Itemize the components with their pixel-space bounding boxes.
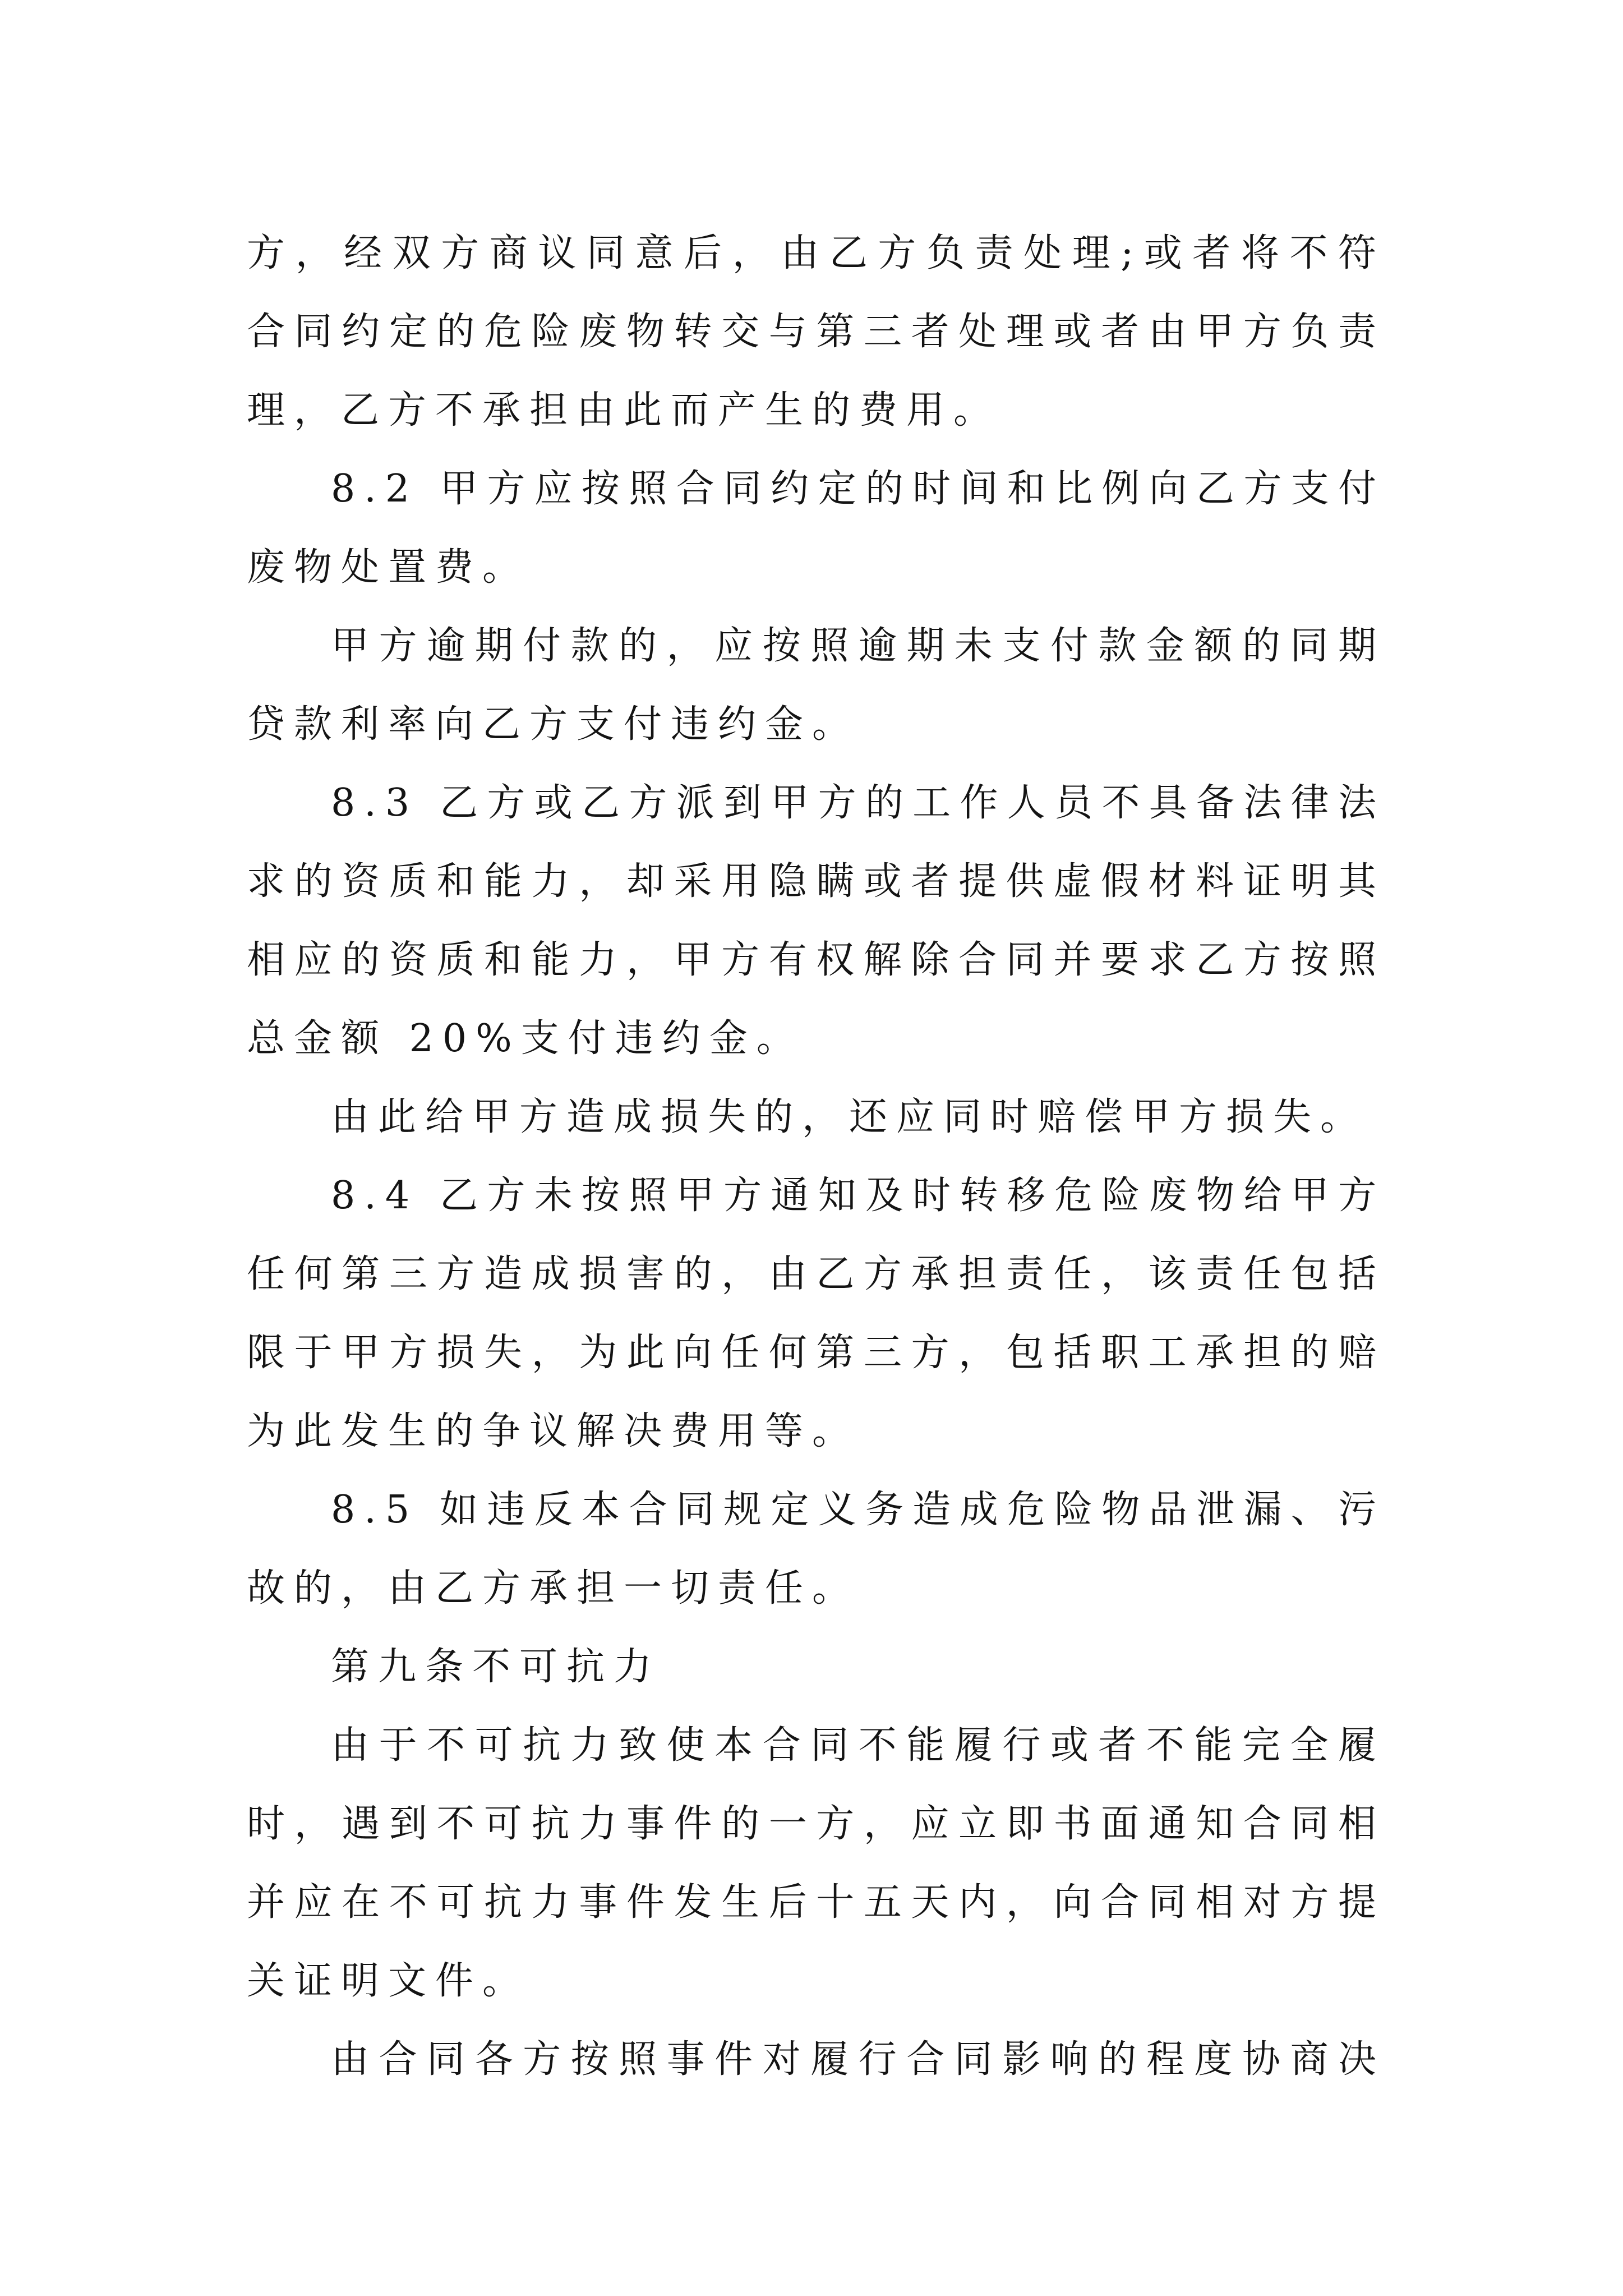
text-line: 求的资质和能力，却采用隐瞒或者提供虚假材料证明其 — [247, 859, 1385, 904]
text-line: 废物处置费。 — [247, 545, 530, 590]
text-line: 相应的资质和能力，甲方有权解除合同并要求乙方按照 — [247, 938, 1385, 982]
text-line: 限于甲方损失，为此向任何第三方，包括职工承担的赔 — [247, 1331, 1385, 1375]
text-line: 合同约定的危险废物转交与第三者处理或者由甲方负责 — [247, 310, 1385, 354]
text-line: 为此发生的争议解决费用等。 — [247, 1409, 860, 1453]
clause-8-5-line: 8.5 如违反本合同规定义务造成危险物品泄漏、污 — [331, 1488, 1385, 1532]
clause-8-2-line: 8.2 甲方应按照合同约定的时间和比例向乙方支付 — [331, 467, 1385, 511]
text-line: 并应在不可抗力事件发生后十五天内，向合同相对方提 — [247, 1880, 1385, 1925]
text-line: 总金额 20%支付违约金。 — [247, 1016, 804, 1061]
text-line: 任何第三方造成损害的，由乙方承担责任，该责任包括 — [247, 1252, 1385, 1296]
text-line: 甲方逾期付款的，应按照逾期未支付款金额的同期 — [331, 624, 1385, 668]
text-line: 由此给甲方造成损失的，还应同时赔偿甲方损失。 — [331, 1095, 1368, 1139]
clause-8-4-line: 8.4 乙方未按照甲方通知及时转移危险废物给甲方 — [331, 1174, 1385, 1218]
clause-8-3-line: 8.3 乙方或乙方派到甲方的工作人员不具备法律法 — [331, 781, 1385, 825]
article-9-heading: 第九条不可抗力 — [331, 1645, 661, 1689]
contract-text-body — [247, 214, 1385, 2099]
text-line: 方，经双方商议同意后，由乙方负责处理;或者将不符 — [247, 231, 1385, 275]
text-line: 故的，由乙方承担一切责任。 — [247, 1566, 860, 1611]
text-line: 由合同各方按照事件对履行合同影响的程度协商决 — [331, 2037, 1385, 2082]
text-line: 贷款利率向乙方支付违约金。 — [247, 702, 860, 747]
text-line: 由于不可抗力致使本合同不能履行或者不能完全履 — [331, 1723, 1385, 1768]
text-line: 理，乙方不承担由此而产生的费用。 — [247, 388, 1001, 432]
text-line: 时，遇到不可抗力事件的一方，应立即书面通知合同相 — [247, 1802, 1385, 1846]
text-line: 关证明文件。 — [247, 1959, 530, 2003]
